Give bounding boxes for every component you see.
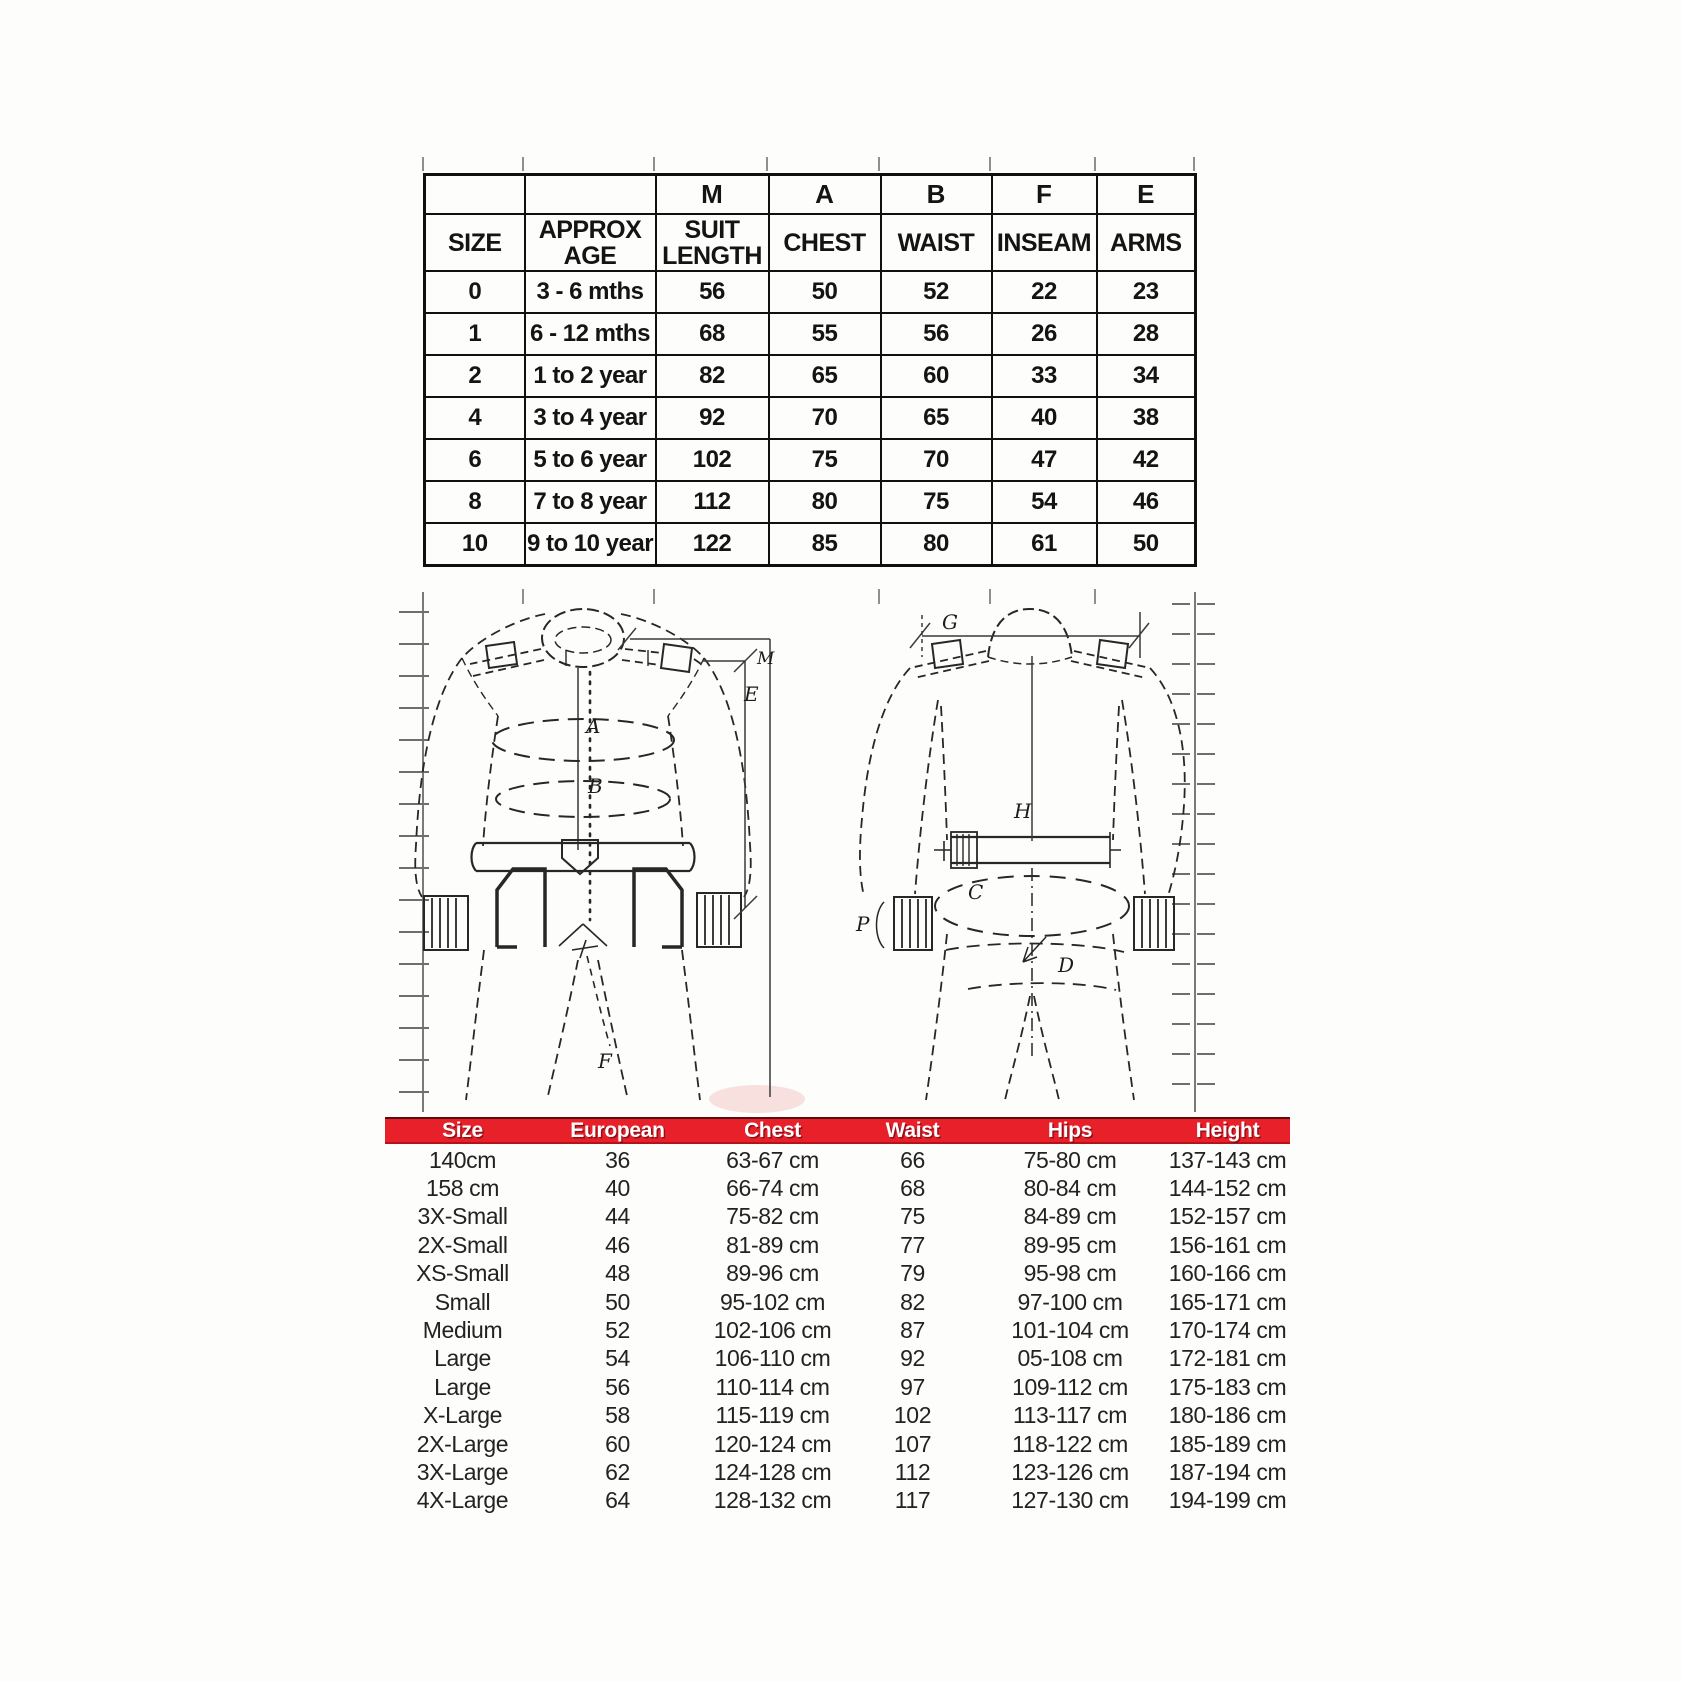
table-cell: X-Large <box>422 1402 503 1429</box>
table-cell: 120-124 cm <box>713 1430 832 1457</box>
table-cell: 48 <box>605 1260 630 1287</box>
table-cell: 60 <box>605 1430 630 1457</box>
table-cell: 40 <box>992 397 1097 439</box>
table-row <box>385 1373 1290 1401</box>
table-row <box>385 1402 1290 1430</box>
table-cell: 22 <box>992 271 1097 313</box>
table-cell: 50 <box>1097 523 1196 566</box>
table-cell <box>425 175 525 215</box>
table-cell: 62 <box>605 1458 630 1485</box>
table-row <box>425 439 1196 481</box>
table-cell: 113-117 cm <box>1012 1402 1128 1429</box>
table-cell: 106-110 cm <box>714 1345 831 1372</box>
front-chest-label: A <box>586 714 601 738</box>
table-row <box>385 1430 1290 1458</box>
table-cell: 64 <box>605 1487 630 1514</box>
table-cell: 3 - 6 mths <box>525 271 656 313</box>
back-length-label: H <box>1014 799 1032 823</box>
table-cell: 70 <box>881 439 992 481</box>
table-cell: 79 <box>900 1260 925 1287</box>
table-cell: 84-89 cm <box>1023 1203 1117 1230</box>
table-cell: 82 <box>900 1288 925 1315</box>
table-header-cell: WAIST <box>881 214 992 271</box>
table-cell: Large <box>434 1373 491 1400</box>
table-row <box>425 397 1196 439</box>
table-cell: 102-106 cm <box>713 1317 832 1344</box>
table-cell: 70 <box>769 397 881 439</box>
table-row <box>385 1458 1290 1486</box>
table-cell: 4X-Large <box>416 1487 509 1514</box>
table-cell: 175-183 cm <box>1168 1373 1287 1400</box>
table-row <box>425 481 1196 523</box>
scan-smudge <box>709 1085 805 1113</box>
table-cell: 75 <box>900 1203 925 1230</box>
table-cell: 38 <box>1097 397 1196 439</box>
table-cell: XS-Small <box>416 1260 509 1287</box>
table-row <box>425 313 1196 355</box>
header-european: European <box>570 1118 665 1142</box>
table-cell: 44 <box>605 1203 630 1230</box>
table-row <box>385 1316 1290 1344</box>
table-cell: 102 <box>656 439 769 481</box>
table-cell: 66-74 cm <box>726 1175 819 1202</box>
table-cell: Large <box>434 1345 491 1372</box>
table-cell: 152-157 cm <box>1168 1203 1287 1230</box>
table-cell: 187-194 cm <box>1168 1458 1287 1485</box>
table-cell: 75 <box>769 439 881 481</box>
table-cell: 05-108 cm <box>1017 1345 1123 1372</box>
table-cell: 46 <box>1097 481 1196 523</box>
table-cell: 92 <box>900 1345 925 1372</box>
table-cell: 54 <box>992 481 1097 523</box>
table-cell: 23 <box>1097 271 1196 313</box>
table-header-cell: CHEST <box>769 214 881 271</box>
table-row <box>385 1203 1290 1231</box>
back-cuff-label: P <box>856 912 870 936</box>
table-cell: 80 <box>881 523 992 566</box>
table-cell: 80 <box>769 481 881 523</box>
table-cell: 194-199 cm <box>1168 1487 1287 1514</box>
table-cell: 87 <box>900 1317 925 1344</box>
table-cell: 122 <box>656 523 769 566</box>
table-cell: 2X-Large <box>416 1430 509 1457</box>
table-cell: 127-130 cm <box>1011 1487 1129 1514</box>
table-cell: 8 <box>425 481 525 523</box>
table-cell: 165-171 cm <box>1168 1288 1287 1315</box>
table-row <box>385 1345 1290 1373</box>
table-cell: 109-112 cm <box>1012 1373 1128 1400</box>
table-cell: 112 <box>894 1458 931 1485</box>
table-header-cell: ARMS <box>1097 214 1196 271</box>
kids-size-table <box>423 173 1197 567</box>
back-hip-label: C <box>968 880 984 904</box>
table-row <box>385 1260 1290 1288</box>
table-row <box>385 1487 1290 1515</box>
table-cell: 58 <box>605 1402 630 1429</box>
table-cell: 65 <box>769 355 881 397</box>
table-header-cell: SUIT LENGTH <box>656 214 769 271</box>
table-cell: 75 <box>881 481 992 523</box>
table-cell: 92 <box>656 397 769 439</box>
back-shoulder-label: G <box>942 610 958 634</box>
table-cell: 128-132 cm <box>713 1487 832 1514</box>
table-row <box>425 355 1196 397</box>
table-cell: 10 <box>425 523 525 566</box>
table-cell: 66 <box>900 1146 925 1173</box>
table-cell: 6 <box>425 439 525 481</box>
table-cell: 172-181 cm <box>1168 1345 1287 1372</box>
table-cell: 52 <box>881 271 992 313</box>
table-header-cell: INSEAM <box>992 214 1097 271</box>
table-cell: 6 - 12 mths <box>525 313 656 355</box>
table-cell: 1 to 2 year <box>525 355 656 397</box>
table-cell: 50 <box>605 1288 630 1315</box>
table-cell: 124-128 cm <box>713 1458 832 1485</box>
table-cell: 110-114 cm <box>715 1373 830 1400</box>
table-cell: 2X-Small <box>417 1231 508 1258</box>
table-cell: 180-186 cm <box>1168 1402 1287 1429</box>
table-cell: 65 <box>881 397 992 439</box>
table-cell: 3 to 4 year <box>525 397 656 439</box>
table-cell: 5 to 6 year <box>525 439 656 481</box>
table-cell: 107 <box>893 1430 932 1457</box>
table-cell: 1 <box>425 313 525 355</box>
table-cell: 95-98 cm <box>1023 1260 1117 1287</box>
header-hips: Hips <box>1047 1118 1093 1142</box>
table-cell: 46 <box>605 1231 630 1258</box>
table-cell: 0 <box>425 271 525 313</box>
table-cell: 95-102 cm <box>719 1288 826 1315</box>
adult-size-table <box>385 1146 1290 1515</box>
table-cell: 3X-Small <box>417 1203 508 1230</box>
table-cell: 56 <box>656 271 769 313</box>
table-cell: 123-126 cm <box>1011 1458 1129 1485</box>
table-cell: 60 <box>881 355 992 397</box>
front-inseam-label: F <box>598 1049 612 1073</box>
header-size: Size <box>442 1118 483 1142</box>
table-cell: 112 <box>656 481 769 523</box>
table-cell: 61 <box>992 523 1097 566</box>
table-cell: 47 <box>992 439 1097 481</box>
table-row <box>385 1288 1290 1316</box>
table-cell: 156-161 cm <box>1168 1231 1287 1258</box>
table-cell: 82 <box>656 355 769 397</box>
table-cell: 3X-Large <box>416 1458 509 1485</box>
table-cell: 28 <box>1097 313 1196 355</box>
table-cell: 26 <box>992 313 1097 355</box>
table-cell: 144-152 cm <box>1168 1175 1287 1202</box>
table-cell: 34 <box>1097 355 1196 397</box>
table-row <box>385 1174 1290 1202</box>
table-row <box>385 1146 1290 1174</box>
table-cell: 75-80 cm <box>1023 1146 1117 1173</box>
table-cell: M <box>656 175 769 215</box>
front-suit-length-label: M <box>757 649 775 669</box>
table-cell <box>525 175 656 215</box>
table-cell: 7 to 8 year <box>525 481 656 523</box>
table-cell: 52 <box>605 1317 630 1344</box>
back-suit-drawing <box>860 609 1185 1100</box>
front-waist-label: B <box>588 774 603 798</box>
table-cell: 140cm <box>428 1146 497 1173</box>
table-cell: 170-174 cm <box>1168 1317 1287 1344</box>
table-row <box>385 1231 1290 1259</box>
table-cell: 56 <box>881 313 992 355</box>
header-waist: Waist <box>885 1118 940 1142</box>
table-cell: 68 <box>900 1175 925 1202</box>
table-cell: Small <box>434 1288 491 1315</box>
table-cell: 68 <box>656 313 769 355</box>
table-cell: 158 cm <box>425 1175 500 1202</box>
table-cell: 2 <box>425 355 525 397</box>
table-header-cell: APPROX AGE <box>525 214 656 271</box>
table-cell: 77 <box>900 1231 925 1258</box>
table-row <box>425 271 1196 313</box>
table-row <box>425 523 1196 566</box>
back-thigh-label: D <box>1058 953 1075 977</box>
table-cell: 102 <box>893 1402 932 1429</box>
table-cell: 63-67 cm <box>726 1146 819 1173</box>
table-cell: 89-95 cm <box>1023 1231 1117 1258</box>
adult-chart-header-bar <box>385 1117 1290 1144</box>
table-cell: 97-100 cm <box>1017 1288 1123 1315</box>
table-cell: 97 <box>900 1373 925 1400</box>
front-suit-drawing <box>415 609 751 1100</box>
front-arm-label: E <box>744 682 759 706</box>
table-cell: 50 <box>769 271 881 313</box>
table-header-cell: SIZE <box>425 214 525 271</box>
table-cell: E <box>1097 175 1196 215</box>
table-cell: A <box>769 175 881 215</box>
table-cell: 118-122 cm <box>1012 1430 1128 1457</box>
table-cell: 115-119 cm <box>715 1402 830 1429</box>
table-cell: 89-96 cm <box>726 1260 819 1287</box>
table-cell: 33 <box>992 355 1097 397</box>
table-cell: 185-189 cm <box>1168 1430 1287 1457</box>
table-cell: 137-143 cm <box>1168 1146 1287 1173</box>
measure-letter-row <box>425 175 1196 215</box>
table-cell: 56 <box>605 1373 630 1400</box>
table-cell: 36 <box>605 1146 630 1173</box>
table-cell: 101-104 cm <box>1011 1317 1129 1344</box>
table-cell: 85 <box>769 523 881 566</box>
header-chest: Chest <box>744 1118 801 1142</box>
table-cell: 40 <box>605 1175 630 1202</box>
table-cell: F <box>992 175 1097 215</box>
table-cell: 75-82 cm <box>726 1203 819 1230</box>
table-cell: 160-166 cm <box>1168 1260 1287 1287</box>
left-ruler <box>399 592 429 1112</box>
header-height: Height <box>1195 1118 1260 1142</box>
table-cell: 54 <box>605 1345 630 1372</box>
table-cell: 80-84 cm <box>1023 1175 1117 1202</box>
table-cell: Medium <box>422 1317 503 1344</box>
table-cell: 4 <box>425 397 525 439</box>
table-cell: 117 <box>894 1487 931 1514</box>
table-cell: 9 to 10 year <box>525 523 656 566</box>
table-cell: B <box>881 175 992 215</box>
table-cell: 55 <box>769 313 881 355</box>
column-header-row <box>425 214 1196 271</box>
table-cell: 42 <box>1097 439 1196 481</box>
table-cell: 81-89 cm <box>726 1231 819 1258</box>
